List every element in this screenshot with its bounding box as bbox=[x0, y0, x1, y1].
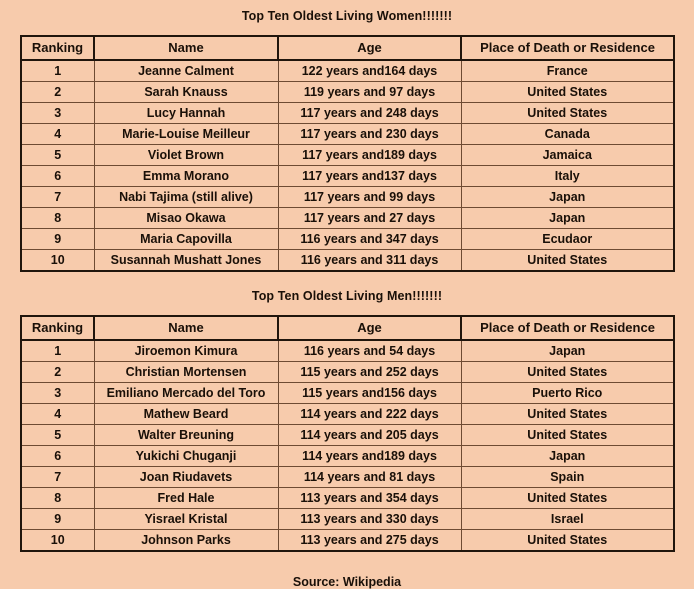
cell-name: Maria Capovilla bbox=[94, 229, 278, 250]
cell-place: Japan bbox=[461, 208, 674, 229]
column-header-name: Name bbox=[94, 316, 278, 340]
men-table-title: Top Ten Oldest Living Men!!!!!!! bbox=[251, 289, 443, 303]
cell-ranking: 8 bbox=[21, 488, 94, 509]
cell-ranking: 1 bbox=[21, 340, 94, 362]
cell-name: Violet Brown bbox=[94, 145, 278, 166]
cell-name: Emiliano Mercado del Toro bbox=[94, 383, 278, 404]
cell-place: France bbox=[461, 60, 674, 82]
table-row bbox=[21, 82, 674, 103]
cell-name: Johnson Parks bbox=[94, 530, 278, 552]
cell-place: United States bbox=[461, 82, 674, 103]
cell-name: Susannah Mushatt Jones bbox=[94, 250, 278, 272]
cell-age: 117 years and 248 days bbox=[278, 103, 461, 124]
cell-age: 115 years and 252 days bbox=[278, 362, 461, 383]
cell-age: 117 years and137 days bbox=[278, 166, 461, 187]
cell-age: 117 years and 99 days bbox=[278, 187, 461, 208]
cell-place: Japan bbox=[461, 446, 674, 467]
men-table-body bbox=[21, 340, 674, 551]
cell-name: Walter Breuning bbox=[94, 425, 278, 446]
column-header-name: Name bbox=[94, 36, 278, 60]
cell-ranking: 7 bbox=[21, 187, 94, 208]
cell-place: Japan bbox=[461, 187, 674, 208]
cell-ranking: 4 bbox=[21, 404, 94, 425]
cell-age: 115 years and156 days bbox=[278, 383, 461, 404]
women-table-body bbox=[21, 60, 674, 271]
cell-ranking: 2 bbox=[21, 82, 94, 103]
cell-name: Misao Okawa bbox=[94, 208, 278, 229]
oldest-women-table bbox=[20, 35, 675, 272]
cell-ranking: 1 bbox=[21, 60, 94, 82]
cell-ranking: 5 bbox=[21, 425, 94, 446]
cell-place: United States bbox=[461, 404, 674, 425]
cell-age: 117 years and 27 days bbox=[278, 208, 461, 229]
cell-name: Lucy Hannah bbox=[94, 103, 278, 124]
cell-place: Ecudaor bbox=[461, 229, 674, 250]
cell-place: Italy bbox=[461, 166, 674, 187]
cell-place: Jamaica bbox=[461, 145, 674, 166]
column-header-ranking: Ranking bbox=[21, 316, 94, 340]
table-row bbox=[21, 383, 674, 404]
cell-place: United States bbox=[461, 362, 674, 383]
cell-place: United States bbox=[461, 530, 674, 552]
cell-ranking: 10 bbox=[21, 530, 94, 552]
column-header-place: Place of Death or Residence bbox=[461, 36, 674, 60]
cell-place: Canada bbox=[461, 124, 674, 145]
cell-age: 114 years and 81 days bbox=[278, 467, 461, 488]
cell-age: 116 years and 347 days bbox=[278, 229, 461, 250]
cell-ranking: 4 bbox=[21, 124, 94, 145]
table-row bbox=[21, 488, 674, 509]
cell-ranking: 6 bbox=[21, 166, 94, 187]
cell-ranking: 7 bbox=[21, 467, 94, 488]
column-header-place: Place of Death or Residence bbox=[461, 316, 674, 340]
table-header-row bbox=[21, 36, 674, 60]
table-row bbox=[21, 362, 674, 383]
table-row bbox=[21, 187, 674, 208]
source-caption: Source: Wikipedia bbox=[292, 575, 402, 589]
cell-ranking: 9 bbox=[21, 229, 94, 250]
cell-age: 116 years and 54 days bbox=[278, 340, 461, 362]
table-row bbox=[21, 250, 674, 272]
oldest-men-table bbox=[20, 315, 675, 552]
table-header-row bbox=[21, 316, 674, 340]
women-table-header bbox=[21, 36, 674, 60]
women-table-container bbox=[0, 35, 694, 272]
cell-name: Joan Riudavets bbox=[94, 467, 278, 488]
table-row bbox=[21, 60, 674, 82]
cell-name: Mathew Beard bbox=[94, 404, 278, 425]
table-row bbox=[21, 446, 674, 467]
women-table-title: Top Ten Oldest Living Women!!!!!!! bbox=[241, 9, 453, 23]
cell-name: Emma Morano bbox=[94, 166, 278, 187]
cell-ranking: 3 bbox=[21, 103, 94, 124]
cell-age: 122 years and164 days bbox=[278, 60, 461, 82]
table-row bbox=[21, 530, 674, 552]
cell-place: United States bbox=[461, 425, 674, 446]
cell-ranking: 10 bbox=[21, 250, 94, 272]
cell-age: 117 years and189 days bbox=[278, 145, 461, 166]
cell-ranking: 8 bbox=[21, 208, 94, 229]
cell-name: Sarah Knauss bbox=[94, 82, 278, 103]
men-table-container bbox=[0, 315, 694, 552]
table-row bbox=[21, 124, 674, 145]
cell-age: 114 years and189 days bbox=[278, 446, 461, 467]
cell-age: 113 years and 330 days bbox=[278, 509, 461, 530]
cell-age: 113 years and 275 days bbox=[278, 530, 461, 552]
cell-ranking: 9 bbox=[21, 509, 94, 530]
cell-age: 117 years and 230 days bbox=[278, 124, 461, 145]
cell-ranking: 2 bbox=[21, 362, 94, 383]
column-header-ranking: Ranking bbox=[21, 36, 94, 60]
table-row bbox=[21, 467, 674, 488]
cell-age: 114 years and 205 days bbox=[278, 425, 461, 446]
table-row bbox=[21, 404, 674, 425]
cell-name: Yisrael Kristal bbox=[94, 509, 278, 530]
cell-place: Puerto Rico bbox=[461, 383, 674, 404]
table-row bbox=[21, 509, 674, 530]
cell-name: Jiroemon Kimura bbox=[94, 340, 278, 362]
cell-ranking: 3 bbox=[21, 383, 94, 404]
column-header-age: Age bbox=[278, 36, 461, 60]
cell-name: Fred Hale bbox=[94, 488, 278, 509]
cell-ranking: 5 bbox=[21, 145, 94, 166]
cell-name: Jeanne Calment bbox=[94, 60, 278, 82]
table-row bbox=[21, 166, 674, 187]
table-row bbox=[21, 208, 674, 229]
cell-name: Marie-Louise Meilleur bbox=[94, 124, 278, 145]
cell-place: United States bbox=[461, 103, 674, 124]
cell-name: Christian Mortensen bbox=[94, 362, 278, 383]
table-row bbox=[21, 340, 674, 362]
cell-name: Yukichi Chuganji bbox=[94, 446, 278, 467]
cell-place: Spain bbox=[461, 467, 674, 488]
cell-ranking: 6 bbox=[21, 446, 94, 467]
cell-place: Israel bbox=[461, 509, 674, 530]
cell-age: 116 years and 311 days bbox=[278, 250, 461, 272]
cell-age: 113 years and 354 days bbox=[278, 488, 461, 509]
cell-age: 119 years and 97 days bbox=[278, 82, 461, 103]
table-row bbox=[21, 229, 674, 250]
cell-place: United States bbox=[461, 250, 674, 272]
cell-age: 114 years and 222 days bbox=[278, 404, 461, 425]
cell-place: Japan bbox=[461, 340, 674, 362]
men-table-header bbox=[21, 316, 674, 340]
column-header-age: Age bbox=[278, 316, 461, 340]
cell-name: Nabi Tajima (still alive) bbox=[94, 187, 278, 208]
table-row bbox=[21, 103, 674, 124]
cell-place: United States bbox=[461, 488, 674, 509]
table-row bbox=[21, 145, 674, 166]
table-row bbox=[21, 425, 674, 446]
